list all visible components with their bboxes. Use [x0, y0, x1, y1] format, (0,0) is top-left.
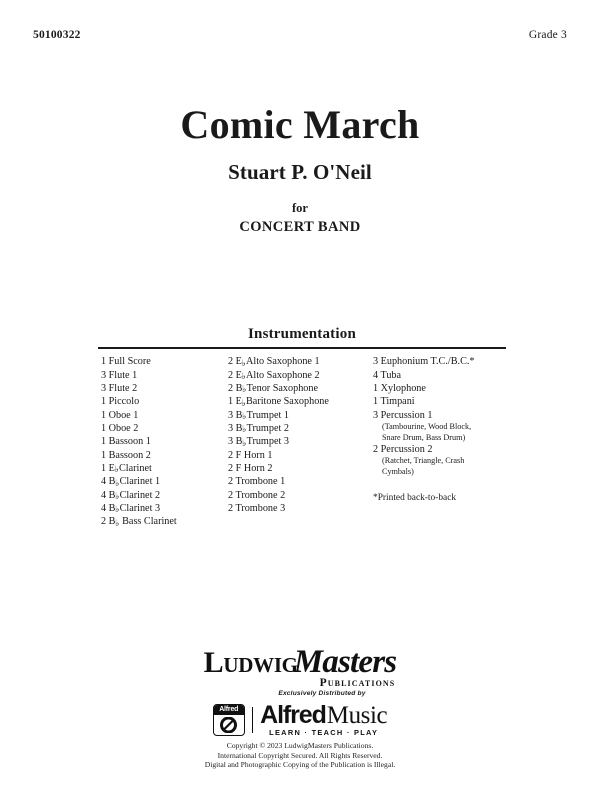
- instrumentation-item: 3 B♭Trumpet 1: [228, 409, 289, 422]
- instrumentation-columns: [98, 355, 506, 528]
- flat-symbol-icon: ♭: [115, 477, 120, 488]
- alfred-name-text: Alfred: [260, 701, 326, 730]
- instrumentation-item: 2 F Horn 2: [228, 462, 273, 474]
- distributor-block: [0, 690, 600, 737]
- ensemble-name: CONCERT BAND: [239, 219, 361, 236]
- instrumentation-item: 4 B♭Clarinet 1: [101, 476, 161, 488]
- flat-symbol-icon: ♭: [115, 517, 120, 528]
- instrumentation-item: 1 Xylophone: [373, 382, 426, 394]
- distributed-by-note: Exclusively Distributed by: [278, 690, 366, 697]
- logo-text-masters: Masters: [293, 644, 397, 680]
- instrumentation-item: 2 E♭Alto Saxophone 2: [228, 369, 320, 382]
- alfred-tagline: LEARN · TEACH · PLAY: [269, 728, 379, 738]
- instrumentation-heading: Instrumentation: [247, 326, 356, 342]
- flat-symbol-icon: ♭: [115, 504, 120, 515]
- publisher-logo-block: [0, 646, 600, 691]
- ludwigmasters-logo: [204, 646, 397, 690]
- alfred-wordmark: [260, 703, 387, 736]
- instrumentation-detail: (Tambourine, Wood Block,: [382, 421, 472, 431]
- composer-name: Stuart P. O'Neil: [228, 160, 372, 185]
- instrumentation-section: [98, 326, 506, 529]
- copyright-line-1: Copyright © 2023 LudwigMasters Publications.: [226, 741, 374, 750]
- flat-symbol-icon: ♭: [242, 384, 247, 395]
- instrumentation-item: 2 E♭Alto Saxophone 1: [228, 356, 320, 368]
- instrumentation-item: 2 B♭ Bass Clarinet: [101, 516, 177, 528]
- instrumentation-item: 4 Tuba: [373, 369, 402, 381]
- instrumentation-item: 1 E♭Clarinet: [101, 462, 152, 475]
- logo-divider: [252, 707, 253, 733]
- flat-symbol-icon: ♭: [115, 491, 120, 502]
- alfred-badge-label: Alfred: [214, 705, 244, 715]
- copyright-line-2: International Copyright Secured. All Rights Reserved.: [217, 750, 383, 760]
- for-label: for: [292, 201, 308, 216]
- instrumentation-item: 3 B♭Trumpet 2: [228, 422, 289, 435]
- copyright-block: [0, 741, 600, 770]
- page-header: [33, 29, 567, 41]
- instrumentation-item: 1 Full Score: [101, 356, 151, 368]
- copyright-line-3: Digital and Photographic Copying of the Publication is Illegal.: [204, 760, 396, 770]
- instrumentation-item: 1 Bassoon 2: [101, 449, 151, 461]
- flat-symbol-icon: ♭: [242, 437, 247, 448]
- instrumentation-item: 3 Euphonium T.C./B.C.*: [373, 356, 475, 368]
- instrumentation-item: 2 Trombone 1: [228, 476, 286, 488]
- alfred-music-logo: [213, 703, 388, 736]
- instrumentation-item: 2 F Horn 1: [228, 449, 273, 461]
- instrumentation-item: 1 E♭Baritone Saxophone: [228, 396, 329, 408]
- catalog-number: 50100322: [33, 29, 81, 41]
- instrumentation-item: 2 B♭Tenor Saxophone: [228, 382, 319, 395]
- flat-symbol-icon: ♭: [241, 397, 246, 408]
- instrumentation-item: 3 Flute 1: [101, 369, 138, 381]
- instrumentation-item: 2 Percussion 2: [373, 444, 433, 456]
- instrumentation-detail: Snare Drum, Bass Drum): [382, 432, 466, 442]
- instrumentation-item: 4 B♭Clarinet 3: [101, 502, 161, 515]
- instrumentation-item: 2 Trombone 3: [228, 502, 286, 514]
- instrumentation-item: 1 Oboe 2: [101, 422, 139, 434]
- instrumentation-detail: (Ratchet, Triangle, Crash: [382, 456, 465, 466]
- grade-level: Grade 3: [528, 29, 567, 41]
- horizontal-rule: [98, 347, 506, 349]
- instrumentation-item: 2 Trombone 2: [228, 489, 286, 501]
- instrumentation-item: 4 B♭Clarinet 2: [101, 489, 161, 502]
- page-title: Comic March: [180, 102, 420, 147]
- instrumentation-item: 1 Oboe 1: [101, 409, 139, 421]
- flat-symbol-icon: ♭: [241, 371, 246, 382]
- instrumentation-detail: Cymbals): [382, 467, 414, 477]
- flat-symbol-icon: ♭: [241, 357, 246, 368]
- instrumentation-footnote: *Printed back-to-back: [373, 492, 457, 503]
- instrumentation-column-3: [373, 355, 506, 505]
- instrumentation-item: 1 Piccolo: [101, 396, 140, 408]
- alfred-circle-q-icon: [214, 715, 244, 735]
- instrumentation-item: 3 Flute 2: [101, 382, 138, 394]
- logo-text-ludwig: Ludwig: [203, 646, 298, 679]
- flat-symbol-icon: ♭: [114, 464, 119, 475]
- flat-symbol-icon: ♭: [242, 424, 247, 435]
- instrumentation-item: 1 Bassoon 1: [101, 436, 151, 448]
- instrumentation-column-1: [98, 355, 228, 528]
- instrumentation-item: 3 B♭Trumpet 3: [228, 436, 289, 448]
- instrumentation-column-2: [228, 355, 373, 515]
- alfred-music-text: Music: [326, 702, 388, 730]
- title-block: [0, 103, 600, 236]
- flat-symbol-icon: ♭: [242, 411, 247, 422]
- instrumentation-item: 3 Percussion 1: [373, 409, 433, 421]
- logo-text-publications: Publications: [319, 677, 396, 689]
- alfred-badge-icon: [213, 704, 245, 736]
- instrumentation-item: 1 Timpani: [373, 396, 415, 408]
